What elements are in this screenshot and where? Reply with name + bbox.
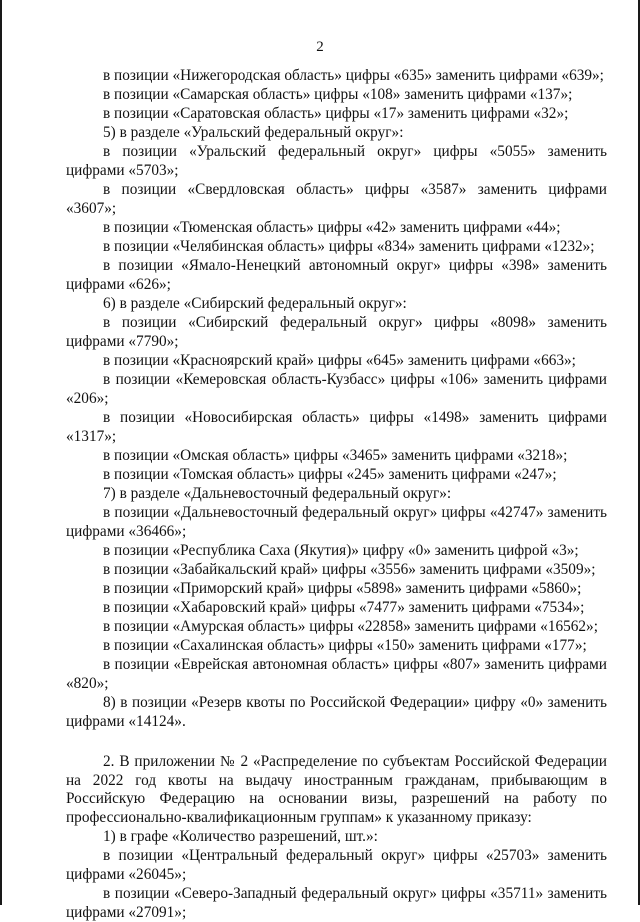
- paragraph: в позиции «Свердловская область» цифры «3587» заменить цифрами «3607»;: [66, 181, 607, 217]
- paragraph: в позиции «Ямало-Ненецкий автономный округ» цифры «398» заменить цифрами «626»;: [66, 257, 607, 293]
- paragraph: в позиции «Центральный федеральный округ» цифры «25703» заменить цифрами «26045»;: [66, 847, 607, 883]
- section-heading: 1) в графе «Количество разрешений, шт.»:: [103, 828, 378, 845]
- paragraph: в позиции «Новосибирская область» цифры «1498» заменить цифрами «1317»;: [66, 409, 607, 445]
- section-heading: 5) в разделе «Уральский федеральный округ»:: [103, 124, 404, 141]
- paragraph: в позиции «Красноярский край» цифры «645» заменить цифрами «663»;: [103, 352, 576, 369]
- page-number: 2: [316, 39, 324, 55]
- paragraph: в позиции «Омская область» цифры «3465» заменить цифрами «3218»;: [103, 447, 568, 464]
- paragraph: в позиции «Еврейская автономная область» цифры «807» заменить цифрами «820»;: [66, 656, 607, 692]
- paragraph: в позиции «Сибирский федеральный округ» цифры «8098» заменить цифрами «7790»;: [66, 314, 607, 350]
- paragraph: в позиции «Сахалинская область» цифры «150» заменить цифрами «177»;: [103, 637, 587, 654]
- paragraph: в позиции «Дальневосточный федеральный округ» цифры «42747» заменить цифрами «36466»;: [66, 504, 607, 540]
- paragraph: в позиции «Тюменская область» цифры «42» заменить цифрами «44»;: [103, 219, 561, 236]
- section-heading: 7) в разделе «Дальневосточный федеральный округ»:: [103, 485, 452, 502]
- paragraph: в позиции «Томская область» цифры «245» заменить цифрами «247»;: [103, 466, 557, 483]
- section-gap: [66, 731, 607, 753]
- document-body: [66, 66, 607, 922]
- paragraph: в позиции «Республика Саха (Якутия)» цифру «0» заменить цифрой «3»;: [103, 542, 579, 559]
- section-2-intro: 2. В приложении № 2 «Распределение по субъектам Российской Федерации на 2022 год квоты на выдачу иностранным гражданам, прибывающим в Российскую Федерацию на основании визы, разрешений на работу по профессионально-квалификационным группам» к указанному приказу:: [66, 753, 607, 826]
- paragraph: 8) в позиции «Резерв квоты по Российской Федерации» цифру «0» заменить цифрами «14124».: [66, 694, 607, 730]
- paragraph: в позиции «Самарская область» цифры «108» заменить цифрами «137»;: [103, 86, 573, 103]
- paragraph: в позиции «Уральский федеральный округ» цифры «5055» заменить цифрами «5703»;: [66, 143, 607, 179]
- scan-edge-left: [0, 0, 2, 905]
- paragraph: в позиции «Амурская область» цифры «22858» заменить цифрами «16562»;: [103, 618, 598, 635]
- paragraph: в позиции «Челябинская область» цифры «834» заменить цифрами «1232»;: [103, 238, 595, 255]
- section-heading: 6) в разделе «Сибирский федеральный округ»:: [103, 295, 407, 312]
- paragraph: в позиции «Северо-Западный федеральный округ» цифры «35711» заменить цифрами «27091»;: [66, 885, 607, 921]
- paragraph: в позиции «Саратовская область» цифры «17» заменить цифрами «32»;: [103, 105, 569, 122]
- paragraph: в позиции «Нижегородская область» цифры «635» заменить цифрами «639»;: [103, 67, 604, 84]
- paragraph: в позиции «Кемеровская область-Кузбасс» цифры «106» заменить цифрами «206»;: [66, 371, 607, 407]
- paragraph: в позиции «Забайкальский край» цифры «3556» заменить цифрами «3509»;: [103, 561, 596, 578]
- paragraph: в позиции «Приморский край» цифры «5898» заменить цифрами «5860»;: [103, 580, 582, 597]
- paragraph: в позиции «Хабаровский край» цифры «7477» заменить цифрами «7534»;: [103, 599, 585, 616]
